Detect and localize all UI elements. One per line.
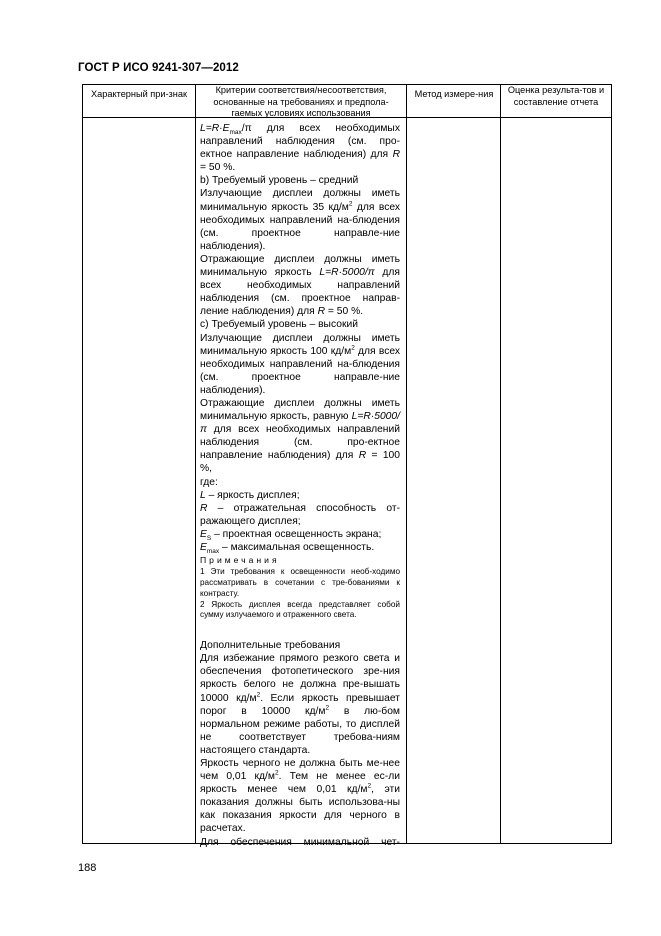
page-number: 188	[78, 862, 97, 874]
criteria-text	[200, 122, 400, 849]
notes-heading: Примечания	[200, 555, 280, 566]
definition-L: L – яркость дисплея;	[200, 489, 300, 501]
criteria-table	[82, 84, 612, 848]
formula-text: L=R·E	[200, 123, 230, 134]
where-label: где:	[200, 476, 218, 488]
column-divider-3	[500, 84, 501, 844]
column-header-feature: Характерный при-знак	[91, 89, 187, 99]
definition-R: R – отражательная способность от-ражающего дисплея;	[200, 502, 400, 527]
definition-Es: $E_S$ – проектная освещенность экрана;	[200, 528, 382, 542]
column-header-criteria: Критерии соответствия/несоответствия, основанные на требованиях и предпола-гаемых условиях использования	[213, 85, 389, 118]
level-b-reflective: Отражающие дисплеи должны иметь минимальную яркость L=R·5000/π для всех необходимых направлений наблюдения (см. проектное направ-ление наблюдения) для R = 50 %.	[200, 253, 401, 318]
table-border-right	[611, 84, 612, 844]
column-header-evaluation: Оценка результа-тов и составление отчета	[507, 85, 605, 107]
level-c-title: c) Требуемый уровень – высокий	[200, 319, 358, 331]
spacer	[200, 621, 400, 639]
level-b-title: b) Требуемый уровень – средний	[200, 175, 359, 187]
level-b-emissive: Излучающие дисплеи должны иметь минимальную яркость 35 $кд/м^2$ для всех необходимых направлений на-блюдения (см. проектное направле-ние наблюдения).	[200, 188, 401, 252]
column-divider-1	[195, 84, 196, 844]
column-header-method: Метод измере-ния	[414, 89, 494, 99]
additional-continuation: Для обеспечения минимальной чет-	[200, 836, 400, 848]
additional-requirements-title: Дополнительные требования	[200, 640, 341, 652]
level-c-emissive: Излучающие дисплеи должны иметь минимальную яркость 100 $кд/м^2$ для всех необходимых направлений на-блюдения (см. проектное направле-ние наблюдения).	[200, 332, 400, 396]
additional-black-luminance: Яркость черного не должна быть ме-нее чем 0,01 $кд/м^2$. Тем не менее ес-ли яркость менее чем 0,01 $кд/м^2$, эти показания должны быть использова-ны как показания яркости для черного в расчетах.	[200, 758, 401, 835]
level-c-reflective: Отражающие дисплеи должны иметь минимальную яркость, равную L=R·5000/π для всех необходимых направлений наблюдения (см. про-ектное направление наблюдения) для R = 100 %,	[200, 397, 400, 475]
formula-subscript: max	[229, 129, 242, 137]
document-header: ГОСТ Р ИСО 9241-307—2012	[78, 62, 239, 74]
table-border-left	[82, 84, 83, 844]
note-1: 1 Эти требования к освещенности необ-ходимо рассматривать в сочетании с тре-бованиями к контрасту.	[200, 567, 400, 598]
definition-Emax: $E_{max}$ – максимальная освещенность.	[200, 542, 375, 556]
column-divider-2	[406, 84, 407, 844]
additional-white-luminance: Для избежание прямого резкого света и обеспечения фотопетического зре-ния яркость белого не должна пре-вышать 10000 $кд/м^2$. Если яркость превышает порог в 10000 $кд/м^2$ в лю-бом нормальном режиме работы, то дисплей не соответствует требова-ниям настоящего стандарта.	[200, 653, 400, 756]
note-2: 2 Яркость дисплея всегда представляет собой сумму излучаемого и отраженного света.	[200, 599, 400, 620]
formula-continuation: $L=R\cdot E_{max}/\pi$ для всех необходимых направлений наблюдения (см. про-ектное направление наблюдения) для R = 50 %.	[200, 123, 400, 174]
